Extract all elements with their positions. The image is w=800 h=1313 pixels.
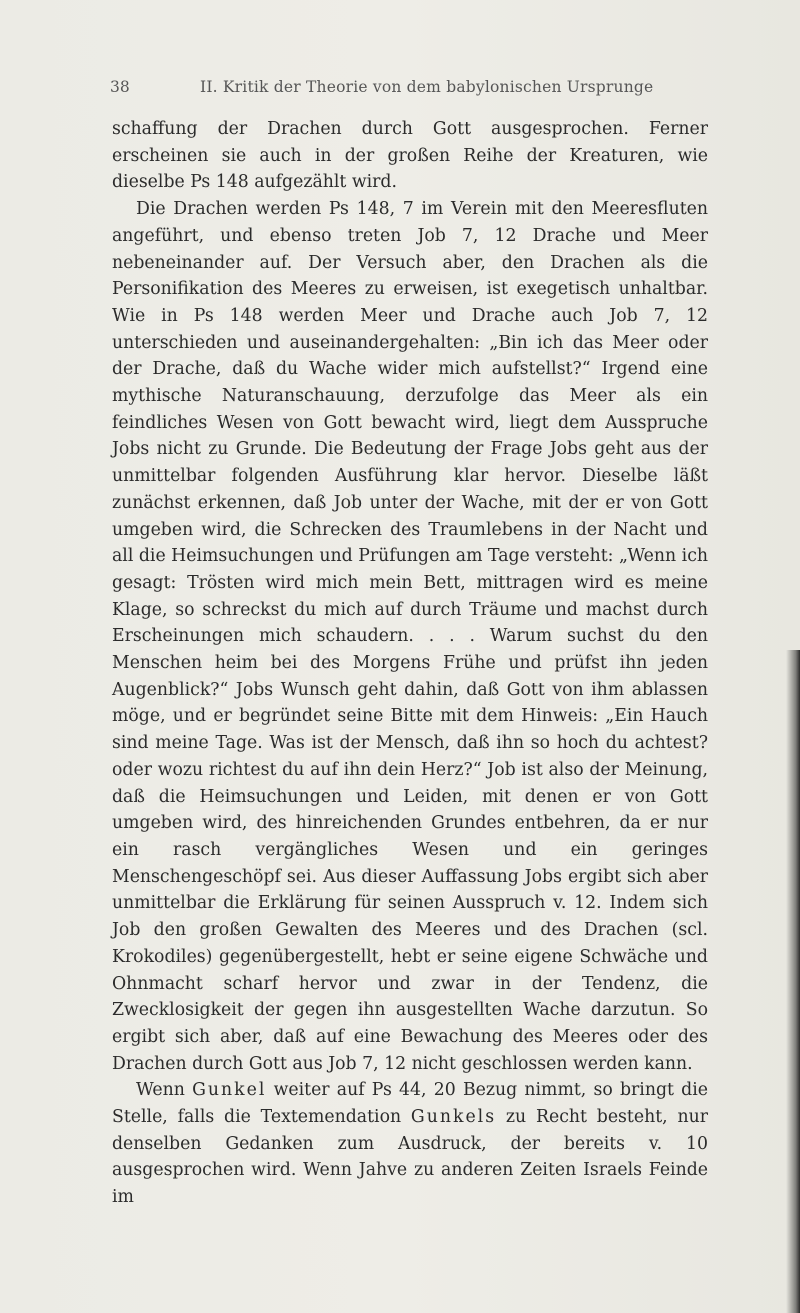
running-title: II. Kritik der Theorie von dem babylonischen Ursprunge <box>200 78 654 96</box>
page-edge-shadow <box>786 650 800 1313</box>
body-text <box>112 116 708 1211</box>
author-name-gunkels: Gunkels <box>410 1107 497 1128</box>
paragraph-3-start: Wenn <box>136 1080 193 1101</box>
paragraph-3 <box>112 1077 708 1211</box>
paragraph-3-end: zu Recht besteht, nur denselben Gedanken zum Ausdruck, der bereits v. 10 ausgesprochen wird. Wenn Jahve zu anderen Zeiten Israels Feinde im <box>112 1107 708 1208</box>
author-name-gunkel: Gunkel <box>192 1080 267 1101</box>
page-header <box>110 78 704 106</box>
paragraph-3-middle: weiter auf Ps 44, 20 Bezug nimmt, so bringt die Stelle, falls die Textemendation <box>112 1080 708 1128</box>
paragraph-2: Die Drachen werden Ps 148, 7 im Verein mit den Meeresfluten angeführt, und ebenso treten Job 7, 12 Drache und Meer nebeneinander auf. Der Versuch aber, den Drachen als die Personifikation des Meeres zu erweisen, ist exegetisch unhaltbar. Wie in Ps 148 werden Meer und Drache auch Job 7, 12 unterschieden und auseinandergehalten: „Bin ich das Meer oder der Drache, daß du Wache wider mich aufstellst?“ Irgend eine mythische Naturanschauung, derzufolge das Meer als ein feindliches Wesen von Gott bewacht wird, liegt dem Ausspruche Jobs nicht zu Grunde. Die Bedeutung der Frage Jobs geht aus der unmittelbar folgenden Ausführung klar hervor. Dieselbe läßt zunächst erkennen, daß Job unter der Wache, mit der er von Gott umgeben wird, die Schrecken des Traumlebens in der Nacht und all die Heimsuchungen und Prüfungen am Tage versteht: „Wenn ich gesagt: Trösten wird mich mein Bett, mittragen wird es meine Klage, so schreckst du mich auf durch Träume und machst durch Erscheinungen mich schaudern. . . . Warum suchst du den Menschen heim bei des Morgens Frühe und prüfst ihn jeden Augenblick?“ Jobs Wunsch geht dahin, daß Gott von ihm ablassen möge, und er begründet seine Bitte mit dem Hinweis: „Ein Hauch sind meine Tage. Was ist der Mensch, daß ihn so hoch du achtest? oder wozu richtest du auf ihn dein Herz?“ Job ist also der Meinung, daß die Heimsuchungen und Leiden, mit denen er von Gott umgeben wird, des hinreichenden Grundes entbehren, da er nur ein rasch vergängliches Wesen und ein geringes Menschengeschöpf sei. Aus dieser Auffassung Jobs ergibt sich aber unmittelbar die Erklärung für seinen Ausspruch v. 12. Indem sich Job den großen Gewalten des Meeres und des Drachen (scl. Krokodiles) gegenübergestellt, hebt er seine eigene Schwäche und Ohnmacht scharf hervor und zwar in der Tendenz, die Zwecklosigkeit der gegen ihn ausgestellten Wache darzutun. So ergibt sich aber, daß auf eine Bewachung des Meeres oder des Drachen durch Gott aus Job 7, 12 nicht geschlossen werden kann. <box>112 199 708 1074</box>
paragraph-1: schaffung der Drachen durch Gott ausgesprochen. Ferner erscheinen sie auch in der großen Reihe der Kreaturen, wie dieselbe Ps 148 aufgezählt wird. <box>112 119 708 193</box>
page-number: 38 <box>110 78 130 96</box>
